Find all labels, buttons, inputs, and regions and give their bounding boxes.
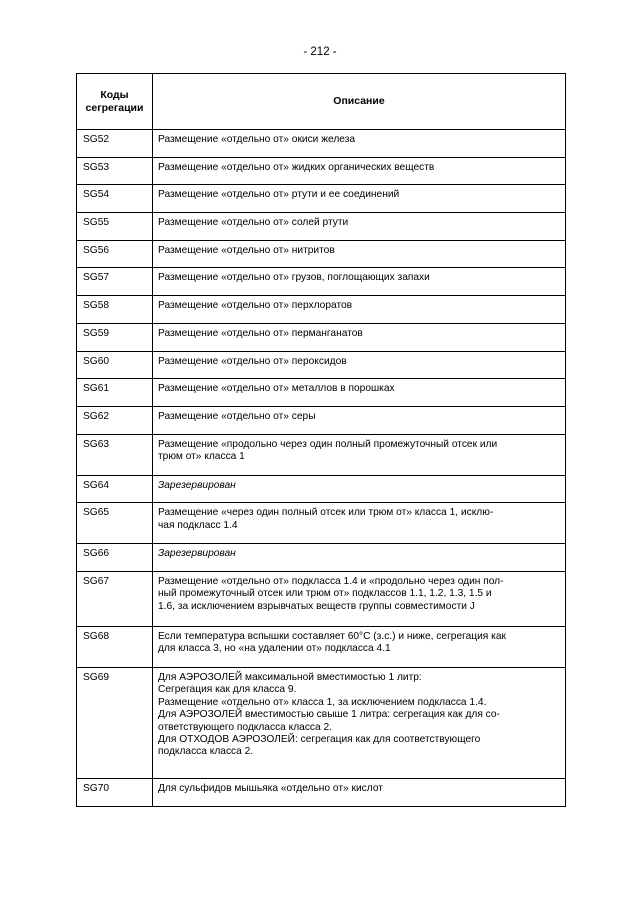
table-row: [77, 544, 566, 572]
segregation-code: SG61: [77, 379, 153, 407]
description-line: Если температура вспышки составляет 60°C (з.с.) и ниже, сегрегация как: [158, 630, 506, 642]
description-line: Для ОТХОДОВ АЭРОЗОЛЕЙ: сегрегация как для соответствующего: [158, 733, 481, 745]
segregation-description: [153, 185, 566, 213]
table-row: [77, 434, 566, 475]
table-row: [77, 778, 566, 806]
table-row: [77, 268, 566, 296]
segregation-description: [153, 268, 566, 296]
page-number: - 212 -: [303, 46, 337, 58]
segregation-code: SG69: [77, 667, 153, 778]
description-line: для класса 3, но «на удалении от» подкласса 4.1: [158, 643, 391, 655]
table-row: [77, 296, 566, 324]
table-row: [77, 571, 566, 626]
segregation-code: SG59: [77, 323, 153, 351]
description-line: Для сульфидов мышьяка «отдельно от» кислот: [158, 782, 383, 794]
segregation-description: [153, 379, 566, 407]
table-row: [77, 240, 566, 268]
segregation-description: [153, 323, 566, 351]
segregation-description: [153, 296, 566, 324]
segregation-description: [153, 130, 566, 158]
table-row: [77, 213, 566, 241]
segregation-code: SG54: [77, 185, 153, 213]
segregation-code: SG65: [77, 503, 153, 544]
segregation-description: [153, 778, 566, 806]
description-line: ный промежуточный отсек или трюм от» подклассов 1.1, 1.2, 1.3, 1.5 и: [158, 588, 492, 600]
segregation-code: SG56: [77, 240, 153, 268]
description-line: Размещение «отдельно от» жидких органических веществ: [158, 161, 435, 173]
description-line: Для АЭРОЗОЛЕЙ вместимостью свыше 1 литра: сегрегация как для со-: [158, 709, 500, 721]
description-line: чая подкласс 1.4: [158, 519, 238, 531]
segregation-code: SG60: [77, 351, 153, 379]
description-line: Размещение «отдельно от» серы: [158, 410, 316, 422]
table-row: [77, 157, 566, 185]
segregation-code: SG58: [77, 296, 153, 324]
description-line: трюм от» класса 1: [158, 450, 245, 462]
table-row: [77, 475, 566, 503]
description-line: подкласса класса 2.: [158, 746, 254, 758]
segregation-description: [153, 240, 566, 268]
segregation-description: [153, 213, 566, 241]
header-description: Описание: [153, 74, 566, 130]
description-line: ответствующего подкласса класса 2.: [158, 721, 333, 733]
segregation-code: SG53: [77, 157, 153, 185]
table-row: [77, 351, 566, 379]
segregation-code: SG70: [77, 778, 153, 806]
description-line: Размещение «отдельно от» окиси железа: [158, 134, 356, 145]
segregation-codes-table: [76, 73, 566, 807]
description-line: Размещение «отдельно от» пероксидов: [158, 355, 347, 367]
description-line: Сегрегация как для класса 9.: [158, 684, 297, 696]
table-row: [77, 130, 566, 158]
segregation-code: SG66: [77, 544, 153, 572]
description-line: Размещение «отдельно от» ртути и ее соединений: [158, 189, 400, 201]
table-row: [77, 406, 566, 434]
segregation-description: [153, 626, 566, 667]
description-line: Размещение «отдельно от» класса 1, за исключением подкласса 1.4.: [158, 696, 487, 708]
description-line: Для АЭРОЗОЛЕЙ максимальной вместимостью 1 литр:: [158, 671, 422, 683]
description-line: Размещение «отдельно от» грузов, поглощающих запахи: [158, 272, 430, 284]
description-line: Размещение «отдельно от» солей ртути: [158, 217, 349, 229]
table-row: [77, 667, 566, 778]
segregation-code: SG62: [77, 406, 153, 434]
segregation-description: [153, 475, 566, 503]
segregation-description: [153, 406, 566, 434]
header-codes: [77, 74, 153, 130]
segregation-description: [153, 351, 566, 379]
header-codes-line: Коды: [100, 88, 129, 101]
table-row: [77, 185, 566, 213]
segregation-description: [153, 667, 566, 778]
table-row: [77, 323, 566, 351]
description-line: Размещение «отдельно от» подкласса 1.4 и «продольно через один пол-: [158, 575, 504, 587]
table-row: [77, 379, 566, 407]
description-line: Размещение «продольно через один полный промежуточный отсек или: [158, 438, 498, 450]
table-row: [77, 626, 566, 667]
segregation-description: [153, 157, 566, 185]
segregation-description: [153, 434, 566, 475]
segregation-code: SG63: [77, 434, 153, 475]
segregation-code: SG52: [77, 130, 153, 158]
description-line: Зарезервирован: [158, 548, 236, 560]
description-line: 1.6, за исключением взрывчатых веществ группы совместимости J: [158, 600, 475, 612]
segregation-description: [153, 571, 566, 626]
description-line: Размещение «отдельно от» перхлоратов: [158, 300, 353, 312]
description-line: Зарезервирован: [158, 479, 236, 491]
segregation-code: SG68: [77, 626, 153, 667]
description-line: Размещение «через один полный отсек или трюм от» класса 1, исклю-: [158, 507, 494, 519]
segregation-description: [153, 503, 566, 544]
table-row: [77, 503, 566, 544]
segregation-code: SG64: [77, 475, 153, 503]
description-line: Размещение «отдельно от» перманганатов: [158, 327, 363, 339]
description-line: Размещение «отдельно от» нитритов: [158, 244, 335, 256]
description-line: Размещение «отдельно от» металлов в порошках: [158, 383, 395, 395]
segregation-code: SG67: [77, 571, 153, 626]
segregation-code: SG55: [77, 213, 153, 241]
table-header-row: [77, 74, 566, 130]
segregation-description: [153, 544, 566, 572]
header-codes-line: сегрегации: [85, 101, 144, 114]
segregation-code: SG57: [77, 268, 153, 296]
